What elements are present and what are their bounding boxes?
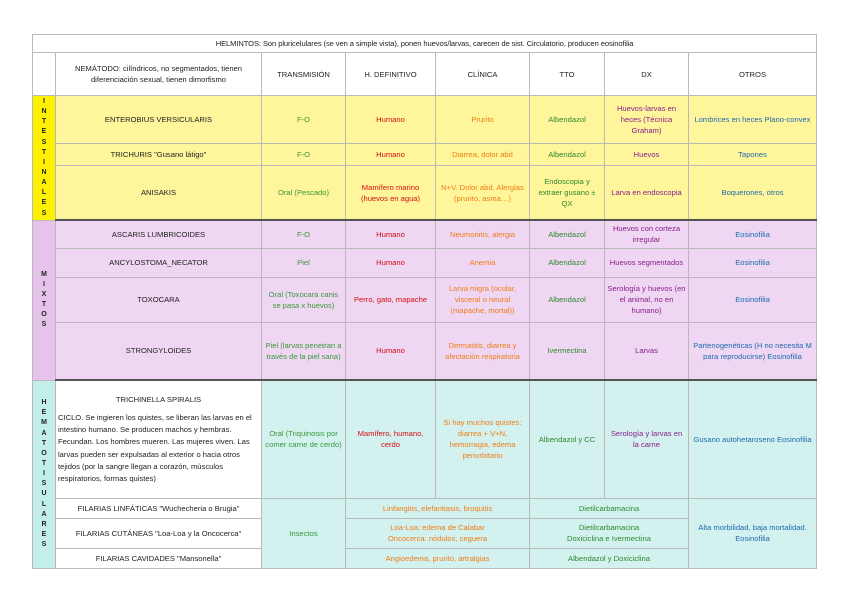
trichinella-otros: Gusano autohetaroseno Eosinofilia xyxy=(689,380,817,498)
trichuris-tto: Albendazol xyxy=(530,143,605,166)
header-nematodo: NEMÁTODO: cilíndricos, no segmentados, tienen diferenciación sexual, tienen dimorfismo xyxy=(56,53,262,96)
ancylostoma-dx: Huevos segmentados xyxy=(605,248,689,277)
ascaris-transmision: F-O xyxy=(262,220,346,248)
ascaris-definitivo: Humano xyxy=(346,220,436,248)
ascaris-clinica: Neumonitis, alergia xyxy=(436,220,530,248)
toxocara-clinica: Larva migra (ocular, visceral o neural (mapache, mortal)) xyxy=(436,277,530,322)
header-empty-cell xyxy=(33,53,56,96)
strongyloides-dx: Larvas xyxy=(605,322,689,380)
filarias-cutaneas-clinica xyxy=(346,518,530,548)
header-transmision: TRANSMISIÓN xyxy=(262,53,346,96)
anisakis-dx: Larva en endoscopia xyxy=(605,166,689,220)
header-clinica: CLÍNICA xyxy=(436,53,530,96)
group-hematotisulares: H E M A T O T I S U L A R E S xyxy=(33,380,56,568)
anisakis-definitivo: Mamífero marino (huevos en agua) xyxy=(346,166,436,220)
filarias-transmision: Insectos xyxy=(262,498,346,568)
trichinella-clinica: Si hay muchos quistes: diarrea + V+N, hemorragia, edema periorbitario xyxy=(436,380,530,498)
trichinella-name: TRICHINELLA SPIRALIS xyxy=(115,394,202,404)
trichuris-otros: Tapones xyxy=(689,143,817,166)
toxocara-definitivo: Perro, gato, mapache xyxy=(346,277,436,322)
trichuris-definitivo: Humano xyxy=(346,143,436,166)
header-definitivo: H. DEFINITIVO xyxy=(346,53,436,96)
ancylostoma-tto: Albendazol xyxy=(530,248,605,277)
trichinella-definitivo: Mamífero, humano, cerdo xyxy=(346,380,436,498)
trichinella-ciclo: CICLO. Se ingieren los quistes, se liberan las larvas en el intestino humano. Se producen machos y hembras. Fecundan. Los hombres mueren. Las mujeres viven. Las larvas pueden ser expulsadas al exterior o hacia otros tejidos (por la sangre llegan a corazón, músculos respiratorios, formas quistes) xyxy=(58,413,252,483)
enterobius-definitivo: Humano xyxy=(346,96,436,144)
ascaris-otros: Eosinofilia xyxy=(689,220,817,248)
toxocara-name: TOXOCARA xyxy=(56,277,262,322)
anisakis-otros: Boquerones, otros xyxy=(689,166,817,220)
trichinella-dx: Serología y larvas en la carne xyxy=(605,380,689,498)
enterobius-tto: Albendazol xyxy=(530,96,605,144)
trichuris-dx: Huevos xyxy=(605,143,689,166)
trichuris-name: TRICHURIS "Gusano látigo" xyxy=(56,143,262,166)
anisakis-clinica: N+V. Dolor abd. Alergias (prurito, asma…) xyxy=(436,166,530,220)
filarias-cavidades-tto: Albendazol y Doxiciclina xyxy=(530,548,689,568)
toxocara-tto: Albendazol xyxy=(530,277,605,322)
strongyloides-transmision: Piel (larvas penetran a través de la piel sana) xyxy=(262,322,346,380)
strongyloides-otros: Partenogenéticas (H no necesita M para reproducirse) Eosinofilia xyxy=(689,322,817,380)
ancylostoma-name: ANCYLOSTOMA_NECATOR xyxy=(56,248,262,277)
group-intestinales: I N T E S T I N A L E S xyxy=(33,96,56,221)
ascaris-dx: Huevos con corteza irregular xyxy=(605,220,689,248)
toxocara-transmision: Oral (Toxocara canis se pasa x huevos) xyxy=(262,277,346,322)
filarias-linfaticas-tto: Dietilcarbamacina xyxy=(530,498,689,518)
filarias-cavidades-clinica: Angioedema, prurito, artralgias xyxy=(346,548,530,568)
filarias-cutaneas-clinica-loa: Loa-Loa: edema de Calabar xyxy=(390,523,485,533)
filarias-otros: Alta morbilidad, baja mortalidad. Eosinofilia xyxy=(689,498,817,568)
trichinella-tto: Albendazol y CC xyxy=(530,380,605,498)
enterobius-transmision: F-O xyxy=(262,96,346,144)
trichinella-cell xyxy=(56,380,262,498)
strongyloides-definitivo: Humano xyxy=(346,322,436,380)
anisakis-tto: Endoscopia y extraer gusano ± QX xyxy=(530,166,605,220)
strongyloides-tto: Ivermectina xyxy=(530,322,605,380)
trichinella-transmision: Oral (Triquinosis por comer carne de cerdo) xyxy=(262,380,346,498)
filarias-cavidades-name: FILARIAS CAVIDADES "Mansonella" xyxy=(56,548,262,568)
ancylostoma-definitivo: Humano xyxy=(346,248,436,277)
filarias-cutaneas-clinica-onco: Oncocerca: nódulos, ceguera xyxy=(387,534,488,544)
ascaris-name: ASCARIS LUMBRICOIDES xyxy=(56,220,262,248)
ancylostoma-clinica: Anemia xyxy=(436,248,530,277)
strongyloides-clinica: Dermatitis, diarrea y afectación respiratoria xyxy=(436,322,530,380)
trichuris-clinica: Diarrea, dolor abd xyxy=(436,143,530,166)
table-title: HELMINTOS: Son pluricelulares (se ven a simple vista), ponen huevos/larvas, carecen de sist. Circulatorio, producen eosinofilia xyxy=(33,35,817,53)
toxocara-dx: Serología y huevos (en el animal, no en humano) xyxy=(605,277,689,322)
anisakis-transmision: Oral (Pescado) xyxy=(262,166,346,220)
enterobius-otros: Lombrices en heces Plano-convex xyxy=(689,96,817,144)
filarias-linfaticas-clinica: Linfangitis, elefantiasis, broquitis xyxy=(346,498,530,518)
trichuris-transmision: F-O xyxy=(262,143,346,166)
strongyloides-name: STRONGYLOIDES xyxy=(56,322,262,380)
helmintos-table xyxy=(32,34,817,569)
header-tto: TTO xyxy=(530,53,605,96)
filarias-cutaneas-tto-2: Doxiciclina e Ivermectina xyxy=(567,534,651,544)
enterobius-dx: Huevos-larvas en heces (Técnica Graham) xyxy=(605,96,689,144)
filarias-cutaneas-tto xyxy=(530,518,689,548)
anisakis-name: ANISAKIS xyxy=(56,166,262,220)
header-dx: DX xyxy=(605,53,689,96)
ancylostoma-transmision: Piel xyxy=(262,248,346,277)
filarias-linfaticas-name: FILARIAS LINFÁTICAS "Wuchecheria o Brugia" xyxy=(56,498,262,518)
ascaris-tto: Albendazol xyxy=(530,220,605,248)
group-mixtos: M I X T O S xyxy=(33,220,56,380)
toxocara-otros: Eosinofilia xyxy=(689,277,817,322)
filarias-cutaneas-name: FILARIAS CUTÁNEAS "Loa-Loa y la Oncocerca" xyxy=(56,518,262,548)
filarias-cutaneas-tto-1: Dietilcarbamacina xyxy=(578,523,640,533)
header-otros: OTROS xyxy=(689,53,817,96)
enterobius-name: ENTEROBIUS VERSICULARIS xyxy=(56,96,262,144)
ancylostoma-otros: Eosinofilia xyxy=(689,248,817,277)
enterobius-clinica: Prurito xyxy=(436,96,530,144)
